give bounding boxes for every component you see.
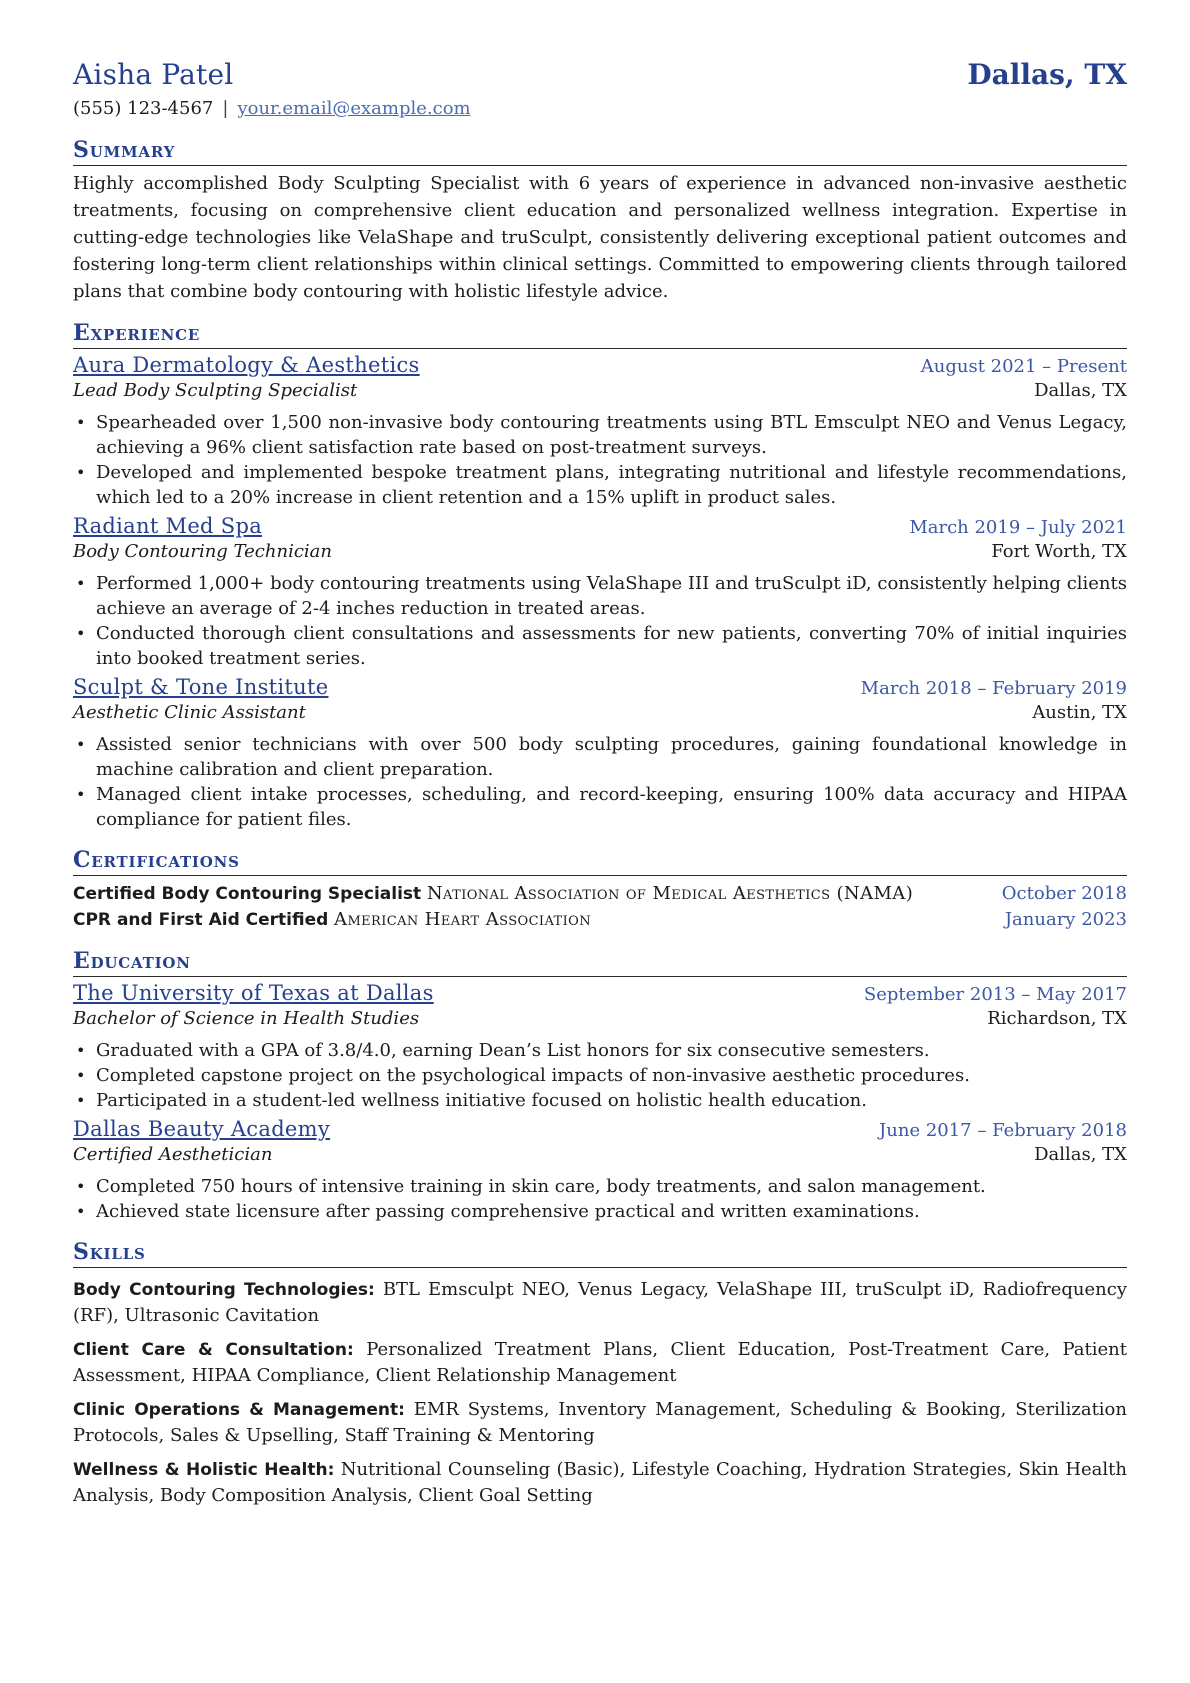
candidate-name: Aisha Patel <box>73 58 234 91</box>
experience-entry <box>73 353 1127 510</box>
skill-items: Nutritional Counseling (Basic), Lifestyle Coaching, Hydration Strategies, Skin Health Analysis, Body Composition Analysis, Client Goal Setting <box>73 1459 1127 1506</box>
bullet-item: • Achieved state licensure after passing comprehensive practical and written examinations. <box>73 1199 1127 1224</box>
email-link[interactable]: your.email@example.com <box>237 98 471 119</box>
candidate-city: Dallas, TX <box>967 58 1127 91</box>
bullet-item: • Conducted thorough client consultations and assessments for new patients, converting 70% of initial inquiries into booked treatment series. <box>73 621 1127 671</box>
job-location: Dallas, TX <box>1034 380 1127 401</box>
job-title: Body Contouring Technician <box>73 541 332 562</box>
bullet-list <box>73 410 1127 510</box>
certification-issuer: National Association of Medical Aesthetics (NAMA) <box>426 883 914 904</box>
bullet-item: • Managed client intake processes, scheduling, and record-keeping, ensuring 100% data accuracy and HIPAA compliance for patient files. <box>73 782 1127 832</box>
job-title: Aesthetic Clinic Assistant <box>73 702 306 723</box>
education-dates: June 2017 – February 2018 <box>879 1120 1127 1141</box>
certifications-section <box>73 847 1127 933</box>
contact-line <box>73 98 1127 122</box>
bullet-item: • Graduated with a GPA of 3.8/4.0, earning Dean’s List honors for six consecutive semesters. <box>73 1038 1127 1063</box>
section-heading-education: Education <box>73 948 1127 977</box>
school-link[interactable]: Dallas Beauty Academy <box>73 1117 331 1141</box>
bullet-item: • Completed capstone project on the psychological impacts of non-invasive aesthetic procedures. <box>73 1063 1127 1088</box>
education-entry <box>73 981 1127 1113</box>
section-heading-experience: Experience <box>73 320 1127 349</box>
section-heading-skills: Skills <box>73 1239 1127 1268</box>
resume-header <box>73 58 1127 91</box>
school-location: Richardson, TX <box>987 1008 1127 1029</box>
bullet-list <box>73 1174 1127 1224</box>
experience-entry <box>73 514 1127 671</box>
skill-category: Wellness & Holistic Health: <box>73 1460 335 1480</box>
skill-group <box>73 1397 1127 1448</box>
education-entry <box>73 1117 1127 1224</box>
certification-row <box>73 881 1127 907</box>
bullet-item: • Participated in a student-led wellness initiative focused on holistic health education. <box>73 1088 1127 1113</box>
degree-title: Certified Aesthetician <box>73 1144 273 1165</box>
employer-link[interactable]: Radiant Med Spa <box>73 514 263 538</box>
section-heading-certifications: Certifications <box>73 847 1127 876</box>
bullet-item: • Developed and implemented bespoke treatment plans, integrating nutritional and lifestyle recommendations, which led to a 20% increase in client retention and a 15% uplift in product sales. <box>73 460 1127 510</box>
summary-text: Highly accomplished Body Sculpting Specialist with 6 years of experience in advanced non-invasive aesthetic treatments, focusing on comprehensive client education and personalized wellness integration. Expertise in cutting-edge technologies like VelaShape and truSculpt, consistently delivering exceptional patient outcomes and fostering long-term client relationships within clinical settings. Committed to empowering clients through tailored plans that combine body contouring with holistic lifestyle advice. <box>73 173 1127 302</box>
skill-group <box>73 1337 1127 1388</box>
job-location: Fort Worth, TX <box>991 541 1127 562</box>
certification-date: October 2018 <box>1001 883 1127 904</box>
experience-section <box>73 320 1127 832</box>
bullet-item: • Assisted senior technicians with over 500 body sculpting procedures, gaining foundational knowledge in machine calibration and client preparation. <box>73 732 1127 782</box>
certification-date: January 2023 <box>1004 909 1127 930</box>
contact-separator: | <box>222 98 229 119</box>
skill-group <box>73 1277 1127 1328</box>
skill-category: Body Contouring Technologies: <box>73 1280 375 1300</box>
bullet-list <box>73 571 1127 671</box>
skill-group <box>73 1457 1127 1508</box>
job-location: Austin, TX <box>1032 702 1127 723</box>
bullet-item: • Performed 1,000+ body contouring treatments using VelaShape III and truSculpt iD, consistently helping clients achieve an average of 2-4 inches reduction in treated areas. <box>73 571 1127 621</box>
skill-items: BTL Emsculpt NEO, Venus Legacy, VelaShape III, truSculpt iD, Radiofrequency (RF), Ultrasonic Cavitation <box>73 1279 1127 1326</box>
phone-number: (555) 123-4567 <box>73 98 214 119</box>
bullet-list <box>73 732 1127 832</box>
education-section <box>73 948 1127 1224</box>
certification-name: Certified Body Contouring Specialist <box>73 884 422 904</box>
school-link[interactable]: The University of Texas at Dallas <box>73 981 434 1005</box>
employer-link[interactable]: Sculpt & Tone Institute <box>73 675 329 699</box>
skills-section <box>73 1239 1127 1508</box>
employment-dates: March 2019 – July 2021 <box>909 517 1127 538</box>
certification-row <box>73 907 1127 933</box>
degree-title: Bachelor of Science in Health Studies <box>73 1008 420 1029</box>
employment-dates: August 2021 – Present <box>920 356 1127 377</box>
skill-items: EMR Systems, Inventory Management, Scheduling & Booking, Sterilization Protocols, Sales & Upselling, Staff Training & Mentoring <box>73 1399 1127 1446</box>
bullet-item: • Spearheaded over 1,500 non-invasive body contouring treatments using BTL Emsculpt NEO and Venus Legacy, achieving a 96% client satisfaction rate based on post-treatment surveys. <box>73 410 1127 460</box>
experience-entry <box>73 675 1127 832</box>
school-location: Dallas, TX <box>1034 1144 1127 1165</box>
certification-issuer: American Heart Association <box>334 909 591 930</box>
bullet-item: • Completed 750 hours of intensive training in skin care, body treatments, and salon management. <box>73 1174 1127 1199</box>
job-title: Lead Body Sculpting Specialist <box>73 380 358 401</box>
employer-link[interactable]: Aura Dermatology & Aesthetics <box>73 353 420 377</box>
summary-section <box>73 137 1127 305</box>
skill-category: Client Care & Consultation: <box>73 1340 354 1360</box>
employment-dates: March 2018 – February 2019 <box>860 678 1127 699</box>
skill-category: Clinic Operations & Management: <box>73 1400 405 1420</box>
certification-name: CPR and First Aid Certified <box>73 910 329 930</box>
resume-page <box>73 58 1127 1508</box>
section-heading-summary: Summary <box>73 137 1127 166</box>
skill-items: Personalized Treatment Plans, Client Education, Post-Treatment Care, Patient Assessment, HIPAA Compliance, Client Relationship Management <box>73 1339 1127 1386</box>
bullet-list <box>73 1038 1127 1113</box>
education-dates: September 2013 – May 2017 <box>863 984 1127 1005</box>
